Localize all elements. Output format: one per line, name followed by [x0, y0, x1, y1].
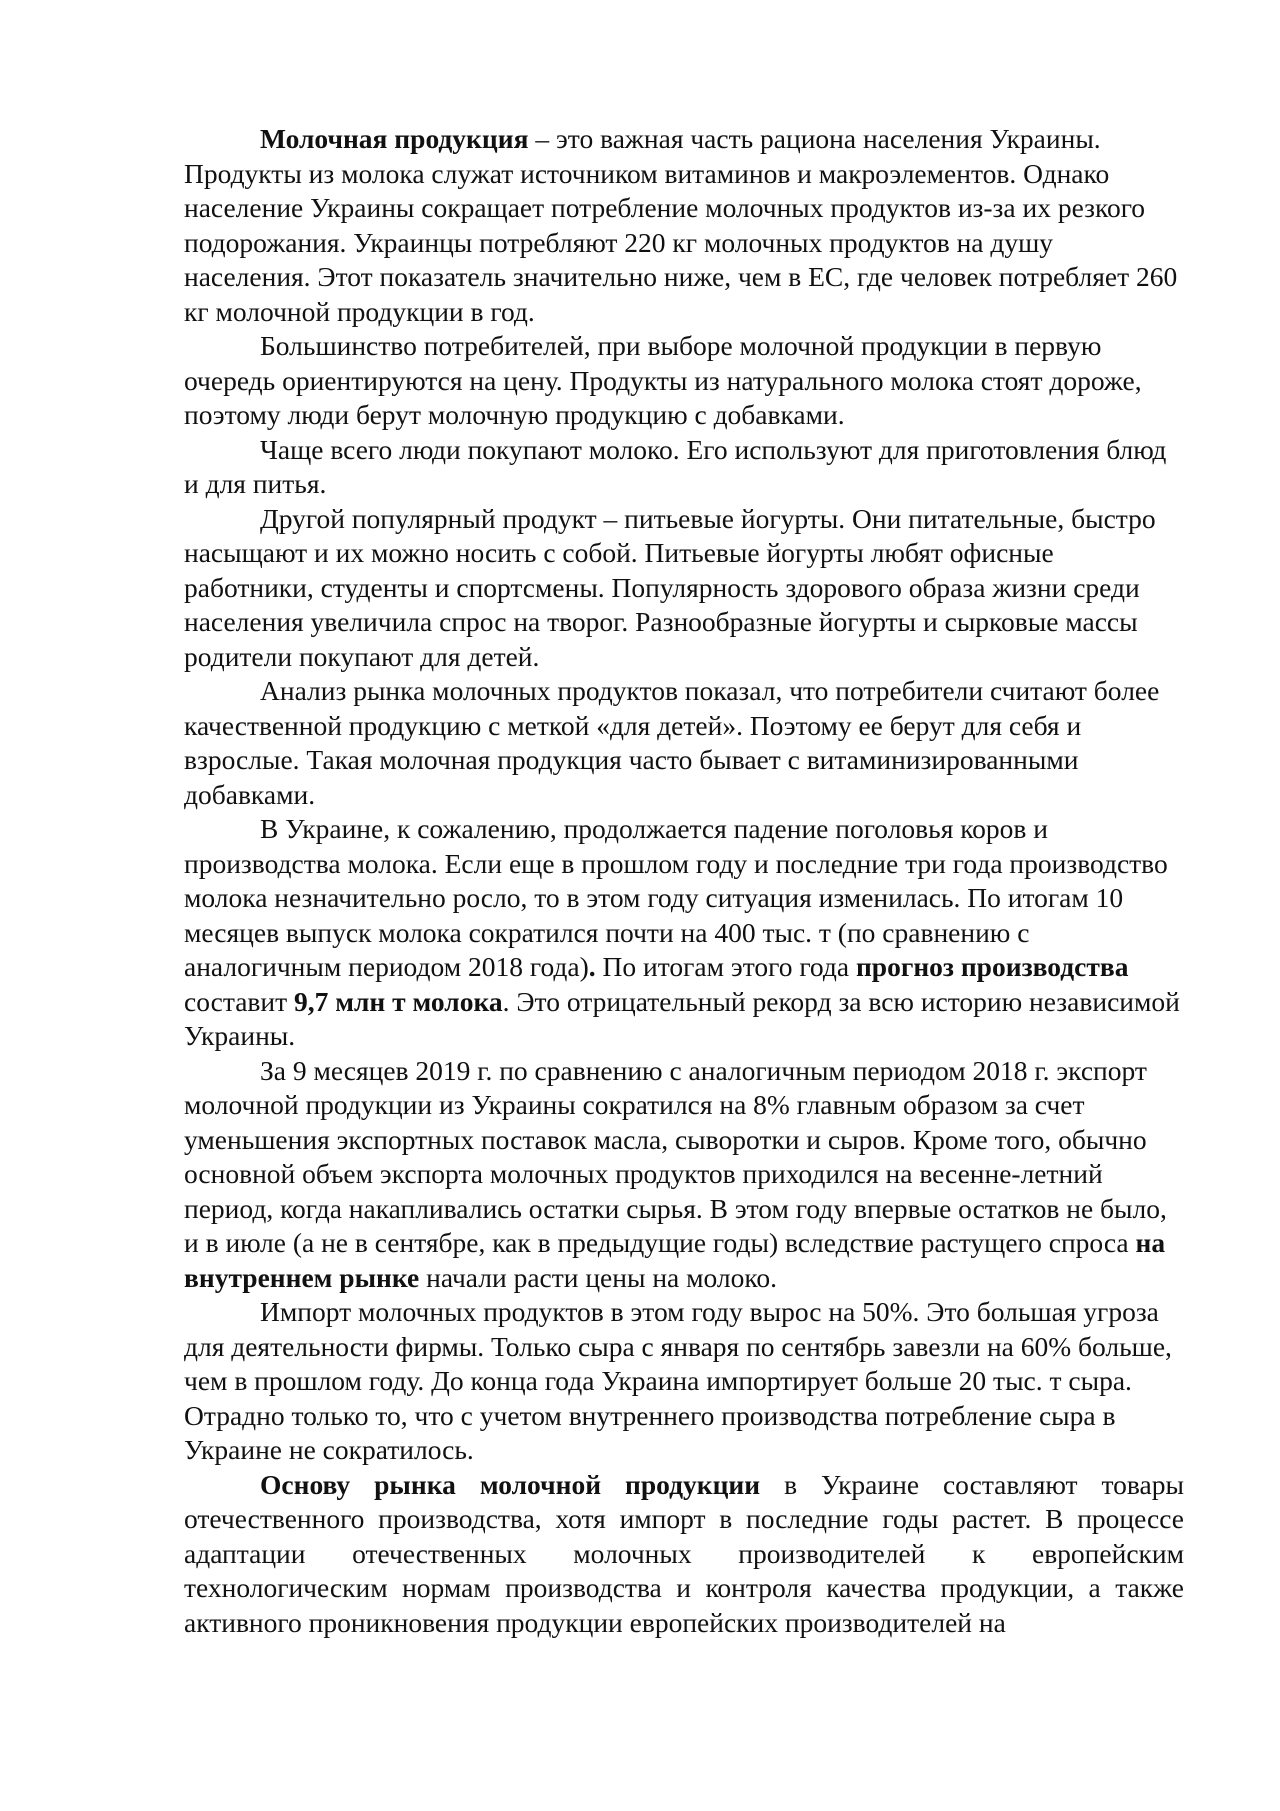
- text-run: начали расти цены на молоко.: [419, 1261, 777, 1293]
- text-run: Анализ рынка молочных продуктов показал, что потребители считают более качественной продукцию с меткой «для детей». Поэтому ее берут для себя и взрослые. Такая молочная продукция часто бывает с витаминизированными добавками.: [184, 675, 1160, 810]
- paragraph-market-analysis: [184, 674, 1184, 812]
- text-run: В Украине, к сожалению, продолжается падение поголовья коров и производства молока. Если еще в прошлом году и последние три года производство молока незначительно росло, то в этом году ситуация изменилась. По итогам 10 месяцев выпуск молока сократился почти на 400 тыс. т (по сравнению с аналогичным периодом 2018 года): [184, 813, 1168, 982]
- text-run: Чаще всего люди покупают молоко. Его используют для приготовления блюд и для питья.: [184, 433, 1167, 499]
- bold-run: .: [588, 951, 596, 982]
- paragraph-yogurts: [184, 502, 1184, 675]
- paragraph-dairy-intro: [184, 122, 1184, 329]
- text-run: составит: [184, 985, 294, 1017]
- bold-run: прогноз производства: [855, 951, 1129, 982]
- bold-run: Основу рынка молочной продукции: [260, 1468, 761, 1500]
- text-run: в Украине составляют товары отечественного производства, хотя импорт в последние годы растет. В процессе адаптации отечественных молочных производителей к европейским технологическим нормам производства и контроля качества продукции, а также активного проникновения продукции европейских производителей на: [184, 1468, 1184, 1638]
- text-run: По итогам этого года: [595, 951, 856, 982]
- paragraph-milk-purchase: [184, 433, 1184, 502]
- text-run: За 9 месяцев 2019 г. по сравнению с аналогичным периодом 2018 г. экспорт молочной продукции из Украины сократился на 8% главным образом за счет уменьшения экспортных поставок масла, сыворотки и сыров. Кроме того, обычно основной объем экспорта молочных продуктов приходился на весенне-летний период, когда накапливались остатки сырья. В этом году впервые остатков не было, и в июле (а не в сентябре, как в предыдущие годы) вследствие растущего спроса: [184, 1054, 1167, 1258]
- paragraph-import: [184, 1295, 1184, 1468]
- text-run: Большинство потребителей, при выборе молочной продукции в первую очередь ориентируются на цену. Продукты из натурального молока стоят дороже, поэтому люди берут молочную продукцию с добавками.: [184, 330, 1142, 430]
- paragraph-price-orientation: [184, 329, 1184, 433]
- paragraph-export: [184, 1054, 1184, 1296]
- paragraph-market-basis: [184, 1468, 1184, 1641]
- text-run: Импорт молочных продуктов в этом году вырос на 50%. Это большая угроза для деятельности фирмы. Только сыра с января по сентябрь завезли на 60% больше, чем в прошлом году. До конца года Украина импортирует больше 20 тыс. т сыра. Отрадно только то, что с учетом внутреннего производства потребление сыра в Украине не сократилось.: [184, 1296, 1172, 1465]
- bold-run: 9,7 млн т молока: [294, 985, 503, 1017]
- paragraph-production-decline: [184, 812, 1184, 1054]
- bold-run: на внутреннем рынке: [184, 1227, 1166, 1293]
- text-run: – это важная часть рациона населения Украины. Продукты из молока служат источником витаминов и макроэлементов. Однако население Украины сокращает потребление молочных продуктов из-за их резкого подорожания. Украинцы потребляют 220 кг молочных продуктов на душу населения. Этот показатель значительно ниже, чем в ЕС, где человек потребляет 260 кг молочной продукции в год.: [184, 123, 1178, 327]
- document-page: [184, 122, 1184, 1640]
- bold-run: Молочная продукция: [260, 123, 529, 154]
- text-run: . Это отрицательный рекорд за всю историю независимой Украины.: [184, 985, 1180, 1051]
- text-run: Другой популярный продукт – питьевые йогурты. Они питательные, быстро насыщают и их можно носить с собой. Питьевые йогурты любят офисные работники, студенты и спортсмены. Популярность здорового образа жизни среди населения увеличила спрос на творог. Разнообразные йогурты и сырковые массы родители покупают для детей.: [184, 502, 1156, 672]
